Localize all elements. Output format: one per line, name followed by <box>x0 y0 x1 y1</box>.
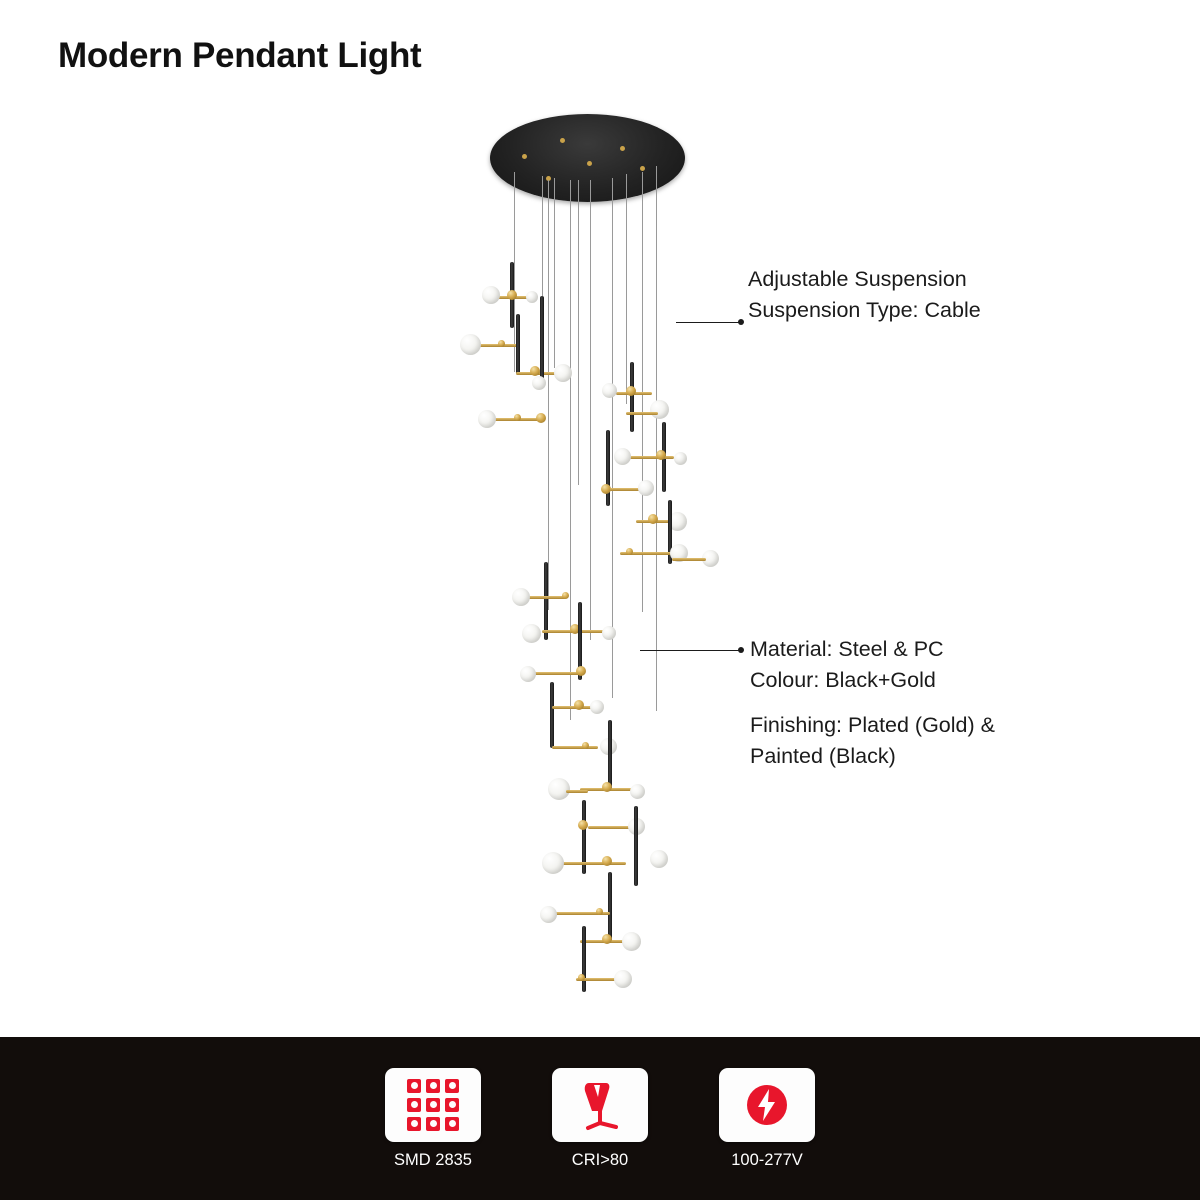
light-globe <box>602 626 616 640</box>
light-rod <box>582 926 586 992</box>
light-globe <box>650 400 669 419</box>
suspension-cable <box>514 172 515 372</box>
light-node <box>574 700 584 710</box>
suspension-cable <box>656 166 657 711</box>
light-globe <box>622 932 641 951</box>
voltage-bolt-icon <box>744 1080 790 1130</box>
light-node <box>498 340 505 347</box>
badge-label: 100-277V <box>731 1150 803 1169</box>
light-globe <box>614 448 631 465</box>
light-globe <box>532 376 546 390</box>
light-globe <box>674 452 687 465</box>
light-node <box>602 782 612 792</box>
page-title: Modern Pendant Light <box>58 36 422 75</box>
badge-cri <box>544 1068 656 1170</box>
light-node <box>582 742 589 749</box>
light-globe <box>482 286 500 304</box>
canopy-screw-icon <box>640 166 645 171</box>
badge-icon-box <box>552 1068 648 1142</box>
annotation-material <box>750 634 995 772</box>
light-globe <box>540 906 557 923</box>
light-globe <box>590 700 604 714</box>
light-node <box>514 414 521 421</box>
badge-label: SMD 2835 <box>394 1150 472 1169</box>
light-node <box>578 974 585 981</box>
light-globe <box>630 784 645 799</box>
annotation-spacer <box>750 696 995 710</box>
light-globe <box>522 624 541 643</box>
light-rod <box>540 296 544 388</box>
light-node <box>626 548 633 555</box>
light-rod <box>608 872 612 942</box>
light-globe <box>650 850 668 868</box>
badge-smd <box>377 1068 489 1170</box>
light-arm <box>672 558 706 561</box>
leader-line-material <box>640 650 740 651</box>
light-node <box>530 366 540 376</box>
light-node <box>648 514 658 524</box>
leader-dot-material <box>738 647 744 653</box>
canopy-screw-icon <box>587 161 592 166</box>
light-node <box>656 450 666 460</box>
light-rod <box>544 562 548 640</box>
light-rod <box>516 314 520 374</box>
light-globe <box>602 383 617 398</box>
light-node <box>507 290 517 300</box>
light-arm <box>626 412 658 415</box>
canopy-screw-icon <box>522 154 527 159</box>
leader-dot-suspension <box>738 319 744 325</box>
light-arm <box>630 456 674 459</box>
suspension-cable <box>542 176 543 296</box>
light-globe <box>512 588 530 606</box>
light-globe <box>638 480 654 496</box>
light-globe <box>520 666 536 682</box>
light-arm <box>566 790 588 793</box>
annotation-suspension-line-2: Suspension Type: Cable <box>748 298 981 322</box>
light-globe <box>460 334 481 355</box>
light-node <box>602 856 612 866</box>
light-globe <box>548 778 570 800</box>
annotation-suspension-line-1: Adjustable Suspension <box>748 267 967 291</box>
badge-icon-box <box>385 1068 481 1142</box>
light-globe <box>614 970 632 988</box>
light-globe <box>554 364 572 382</box>
annotation-suspension <box>748 264 981 326</box>
footer-bar <box>0 1037 1200 1200</box>
badge-icon-box <box>719 1068 815 1142</box>
light-node <box>576 666 586 676</box>
suspension-cable <box>570 180 571 720</box>
suspension-cable <box>578 180 579 485</box>
light-arm <box>552 746 598 749</box>
light-node <box>536 413 546 423</box>
light-rod <box>606 430 610 506</box>
light-node <box>626 386 636 396</box>
canopy-screw-icon <box>560 138 565 143</box>
light-rod <box>630 362 634 432</box>
light-globe <box>526 291 538 303</box>
light-arm <box>588 826 632 829</box>
light-globe <box>542 852 564 874</box>
badge-voltage <box>711 1068 823 1170</box>
light-arm <box>526 596 566 599</box>
light-node <box>596 908 603 915</box>
light-rod <box>634 806 638 886</box>
smd-chip-grid-icon <box>407 1079 459 1131</box>
suspension-cable <box>554 178 555 368</box>
annotation-material-line-1: Material: Steel & PC <box>750 637 944 661</box>
light-rod <box>608 720 612 790</box>
annotation-material-line-3: Finishing: Plated (Gold) & <box>750 713 995 737</box>
annotation-material-line-2: Colour: Black+Gold <box>750 668 936 692</box>
suspension-cable <box>626 174 627 404</box>
badge-label: CRI>80 <box>571 1150 629 1169</box>
canopy-screw-icon <box>620 146 625 151</box>
light-arm <box>556 862 626 865</box>
badge-row <box>0 1037 1200 1200</box>
light-node <box>562 592 569 599</box>
light-globe <box>478 410 496 428</box>
annotation-material-line-4: Painted (Black) <box>750 744 896 768</box>
light-arm <box>552 706 594 709</box>
light-node <box>578 820 588 830</box>
suspension-cable <box>612 178 613 698</box>
light-node <box>602 934 612 944</box>
suspension-cable <box>590 180 591 640</box>
leader-line-suspension <box>676 322 742 323</box>
cri-chair-icon <box>576 1079 624 1131</box>
product-illustration <box>430 100 810 1020</box>
light-rod <box>550 682 554 748</box>
suspension-cable <box>548 180 549 610</box>
